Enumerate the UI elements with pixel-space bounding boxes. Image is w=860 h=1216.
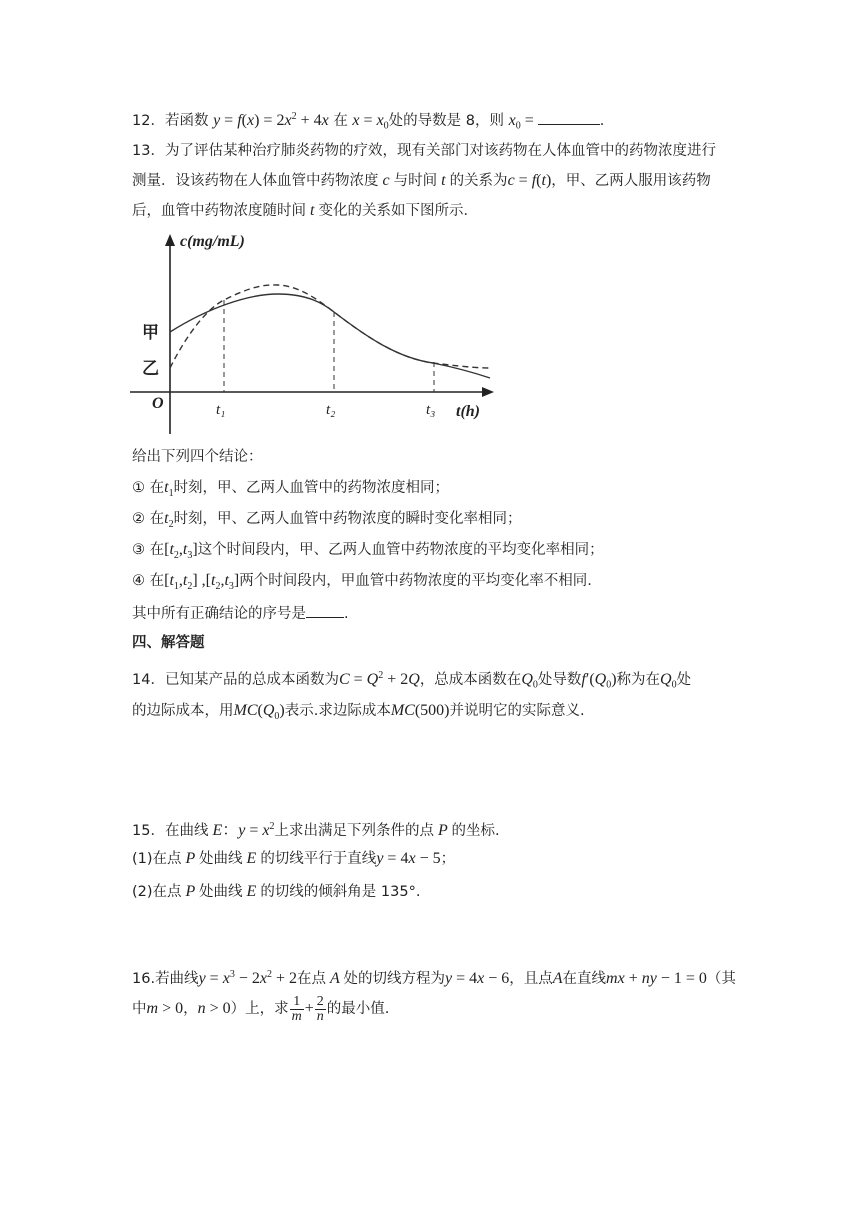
- q13-text-3a: 后，血管中药物浓度随时间: [132, 203, 306, 219]
- fraction-1-over-m: $\frac{1}{m}$: [291, 993, 302, 1024]
- tick-label-t3: t₃: [426, 402, 436, 418]
- q15-number: 15．: [132, 822, 165, 839]
- fraction-2-over-n: $\frac{2}{n}$: [316, 993, 324, 1024]
- x-axis-label: t(h): [456, 403, 480, 420]
- series-jia-line: [170, 294, 490, 378]
- section-heading: 四、解答题: [132, 635, 205, 651]
- q14-line-1: 14．已知某产品的总成本函数为$C = Q^2 + 2Q$，总成本函数在$Q_0$处导数$f'(Q_0)$称为在$Q_0$处: [132, 670, 692, 691]
- concentration-chart: [128, 228, 498, 438]
- q13-text-1: 为了评估某种治疗肺炎药物的疗效，现有关部门对该药物在人体血管中的药物浓度进行: [164, 143, 716, 159]
- series-label-jia: 甲: [142, 323, 159, 342]
- y-axis-arrow-icon: [165, 234, 175, 246]
- q14-number: 14．: [132, 671, 165, 688]
- circled-3-icon: ③: [132, 542, 145, 558]
- q13-answer-blank[interactable]: [306, 603, 344, 618]
- origin-label: O: [152, 395, 164, 412]
- q13-line-3: 后，血管中药物浓度随时间 t 变化的关系如下图所示．: [132, 202, 478, 219]
- q16-number: 16.: [132, 970, 156, 987]
- x-axis-arrow-icon: [482, 387, 494, 397]
- q14-line-2: 的边际成本，用$MC(Q_0)$表示.求边际成本MC(500)并说明它的实际意义.: [132, 702, 585, 722]
- conclusion-2: ② 在$t_2$时刻，甲、乙两人血管中药物浓度的瞬时变化率相同；: [132, 510, 522, 530]
- tick-label-t1: t₁: [216, 402, 226, 418]
- q16-line-2: 中m > 0，n > 0）上，求 $\frac{1}{m}$ + $\frac{2}{n}$ 的最小值.: [132, 993, 390, 1024]
- q15-part-2: (2)在点 P 处曲线 E 的切线的倾斜角是 135°.: [132, 883, 421, 900]
- q13-line-1: [132, 140, 716, 162]
- circled-4-icon: ④: [132, 573, 145, 589]
- q12-answer-blank[interactable]: [538, 110, 600, 125]
- question-12: 12．若函数 $y = f(x) = 2x^2 + 4x$ 在 $x = x_0$处的导数是 8，则 $x_0$ = .: [132, 111, 605, 132]
- conclusion-4: ④ 在$[t_1,t_2]$ $,[t_2,t_3]$两个时间段内，甲血管中药物浓度的平均变化率不相同.: [132, 572, 592, 592]
- circled-2-icon: ②: [132, 511, 145, 527]
- q13-number: 13．: [132, 143, 165, 159]
- q16-line-1: 16.若曲线$y = x^3 - 2x^2 + 2$在点 A 处的切线方程为y = 4x − 6，且点A在直线mx + ny − 1 = 0（其: [132, 969, 736, 987]
- q13-text-2a: 测量．设该药物在人体血管中药物浓度: [132, 173, 379, 189]
- conclusion-1: ① 在$t_1$时刻，甲、乙两人血管中的药物浓度相同；: [132, 479, 450, 499]
- q12-function: y: [213, 111, 221, 129]
- series-yi-line: [170, 285, 490, 368]
- q12-text-mid: 在: [333, 112, 348, 129]
- q13-line-2: 测量．设该药物在人体血管中药物浓度 c 与时间 t 的关系为c = f(t)，甲、乙两人服用该药物: [132, 172, 711, 189]
- conclusion-3: ③ 在$[t_2,t_3]$这个时间段内，甲、乙两人血管中药物浓度的平均变化率相同；: [132, 541, 604, 561]
- q12-text-pre: 若函数: [164, 112, 209, 129]
- q12-number: 12．: [132, 112, 165, 129]
- tick-label-t2: t₂: [326, 402, 336, 418]
- q12-text-post: 处的导数是 8，则: [388, 112, 505, 129]
- circled-1-icon: ①: [132, 480, 145, 496]
- q15-line-1: 15．在曲线 E：$y = x^2$上求出满足下列条件的点 P 的坐标.: [132, 821, 500, 839]
- q15-part-1: (1)在点 P 处曲线 E 的切线平行于直线y = 4x − 5；: [132, 850, 456, 867]
- y-axis-label: c(mg/mL): [180, 233, 245, 250]
- conclusions-intro: 给出下列四个结论：: [132, 449, 263, 465]
- series-label-yi: 乙: [142, 359, 159, 378]
- q13-ask: 其中所有正确结论的序号是 .: [132, 603, 349, 625]
